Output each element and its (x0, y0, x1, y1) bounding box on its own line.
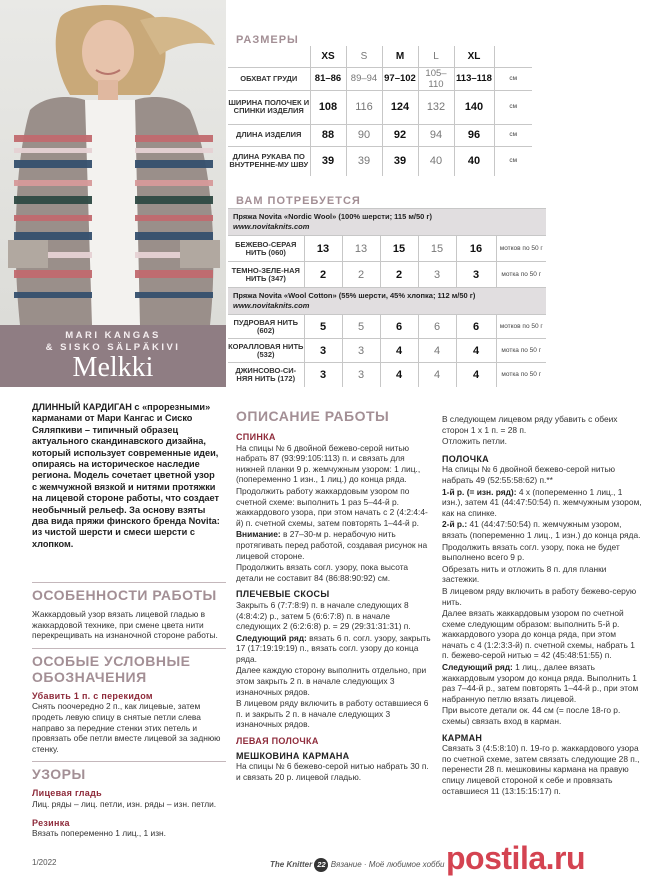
row-label: ТЕМНО-ЗЕЛЕ-НАЯ НИТЬ (347) (228, 262, 304, 288)
pattern-name: Лицевая гладь (32, 788, 102, 799)
row-label: БЕЖЕВО-СЕРАЯ НИТЬ (060) (228, 236, 304, 262)
yarn-url[interactable]: www.novitaknits.com (233, 222, 310, 231)
sizes-title: РАЗМЕРЫ (236, 34, 299, 46)
unit: мотка по 50 г (496, 339, 546, 363)
cell: 5 (304, 315, 342, 339)
cell: 4 (418, 339, 456, 363)
symbols-title: ОСОБЫЕ УСЛОВНЫЕ ОБОЗНАЧЕНИЯ (32, 652, 191, 685)
cell: 4 (380, 363, 418, 387)
cover-photo (0, 0, 226, 325)
table-row (228, 124, 532, 146)
sizes-header-row (228, 46, 532, 67)
table-row (228, 90, 532, 124)
cell: 5 (342, 315, 380, 339)
table-row (228, 262, 546, 288)
materials-table (228, 208, 546, 387)
row-label: ПУДРОВАЯ НИТЬ (602) (228, 315, 304, 339)
cell: 113–118 (454, 67, 494, 90)
yarn-header (228, 209, 546, 236)
cell: 6 (418, 315, 456, 339)
divider (32, 648, 226, 649)
row-label: ШИРИНА ПОЛОЧЕК И СПИНКИ ИЗДЕЛИЯ (228, 90, 310, 124)
right-column (442, 414, 642, 797)
paragraph: Продолжить работу жаккардовым узором по счетной схеме: выполнить 1 раз 5–44-й р. жаккардового узора, при этом начать с 2 (4:2:4:4-й) п. счетной схемы, затем повторять 1–44-й р. (236, 485, 428, 528)
lead-text: 1-й р. (= изн. ряд): (442, 486, 517, 497)
pattern-name: Резинка (32, 817, 70, 828)
cell: 3 (304, 339, 342, 363)
cell: 124 (382, 90, 418, 124)
cell: 116 (346, 90, 382, 124)
cell: 3 (304, 363, 342, 387)
cell: 140 (454, 90, 494, 124)
row-label: ОБХВАТ ГРУДИ (228, 67, 310, 90)
cell: 97–102 (382, 67, 418, 90)
model-name: Melkki (72, 352, 154, 383)
strip-heading: ПОЛОЧКА (442, 453, 489, 464)
paragraph (236, 529, 434, 561)
paragraph-text: 41 (44:47:50:54) п. жемчужным узором, вязать (попеременно 1 лиц., 1 изн.) до конца ряда. (442, 519, 641, 540)
yarn-name: Пряжа Novita «Nordic Wool» (100% шерсти; 115 м/50 г) (233, 212, 433, 221)
intro-paragraph: ДЛИННЫЙ КАРДИГАН с «прорезными» карманами от Мари Кангас и Сиско Сяляпкиви – типичный образец актуального скандинавского дизайна, который использует современные идеи, опираясь на историческое наследие региона. Модель сочетает цветной узор с жемчужной вязкой и нитями протяжки на лицевой стороне работы, что создает необычный рельеф. За основу взяты два вида пряжи финского бренда Novita: из чистой шерсти и смеси шерсти с хлопком. (32, 402, 220, 549)
cell: 132 (418, 90, 454, 124)
magazine-tagline: Вязание · Моё любимое хобби (330, 860, 445, 870)
row-label: ДЖИНСОВО-СИ-НЯЯ НИТЬ (172) (228, 363, 304, 387)
unit: см (494, 67, 532, 90)
row-label: КОРАЛЛОВАЯ НИТЬ (532) (228, 339, 304, 363)
unit: мотка по 50 г (496, 363, 546, 387)
yarn-header (228, 288, 546, 315)
cell: 4 (456, 339, 496, 363)
cell: 15 (418, 236, 456, 262)
lead-text: Следующий ряд: (236, 632, 307, 643)
cell: 88 (310, 124, 346, 146)
divider (32, 761, 226, 762)
pattern-text: Лиц. ряды – лиц. петли, изн. ряды – изн. петли. (32, 798, 217, 809)
divider (32, 582, 226, 583)
table-row (228, 363, 546, 387)
lead-text: 2-й р.: (442, 519, 468, 530)
paragraph: При высоте детали ок. 44 см (= после 18-го р. схемы) связать вход в карман. (442, 705, 621, 727)
designers-credit (0, 330, 226, 354)
row-label: ДЛИНА РУКАВА ПО ВНУТРЕННЕ-МУ ШВУ (228, 146, 310, 176)
size-header: L (418, 46, 454, 67)
cell: 39 (382, 146, 418, 176)
cell: 13 (342, 236, 380, 262)
table-row (228, 67, 532, 90)
materials-title: ВАМ ПОТРЕБУЕТСЯ (236, 195, 361, 207)
lead-text: Внимание: (236, 529, 281, 540)
cell: 6 (380, 315, 418, 339)
issue-number: 1/2022 (32, 858, 57, 867)
sizes-table (228, 46, 532, 176)
paragraph: Обрезать нить и отложить 8 п. для планки застежки. (442, 563, 607, 585)
paragraph: Продолжить вязать согл. узору, пока не будет выполнено всего 9 р. (442, 541, 620, 563)
paragraph: Отложить петли. (442, 436, 507, 447)
cell: 40 (454, 146, 494, 176)
table-row (228, 339, 546, 363)
paragraph (442, 662, 642, 704)
cell: 4 (380, 339, 418, 363)
size-header: XS (310, 46, 346, 67)
work-title: ОПИСАНИЕ РАБОТЫ (236, 408, 390, 424)
yarn-name: Пряжа Novita «Wool Cotton» (55% шерсти, 45% хлопка; 112 м/50 г) (233, 291, 476, 300)
cell: 13 (304, 236, 342, 262)
cell: 3 (342, 363, 380, 387)
paragraph: На спицы № 6 бежево-серой нитью набрать 30 п. и связать 20 р. лицевой гладью. (236, 761, 429, 782)
patterns-title: УЗОРЫ (32, 766, 86, 783)
paragraph: Закрыть 6 (7:7:8:9) п. в начале следующих 8 (4:8:4:2) р., затем 5 (6:6:7:8) п. в начале следующих 2 (6:2:6:8) р. = 29 (29:31:31:31) п. (236, 599, 411, 632)
size-header: S (346, 46, 382, 67)
cell: 4 (418, 363, 456, 387)
cell: 3 (456, 262, 496, 288)
cell: 94 (418, 124, 454, 146)
unit: см (494, 124, 532, 146)
unit: см (494, 146, 532, 176)
paragraph: Связать 3 (4:5:8:10) п. 19-го р. жаккардового узора по счетной схеме, затем связать следующие 28 п., перенести 28 п. мешковины кармана на правую спицу лицевой стороной к себе и провязать оставшиеся 11 (13:15:15:17) п. (442, 743, 640, 796)
paragraph-text: в 27–30-м р. нерабочую нить протягивать перед работой, создавая рисунок на лицевой стороне. (236, 529, 428, 561)
cell: 2 (304, 262, 342, 288)
cell: 39 (310, 146, 346, 176)
magazine-name: The Knitter (270, 860, 313, 870)
cell: 89–94 (346, 67, 382, 90)
shoulder-heading: ПЛЕЧЕВЫЕ СКОСЫ (236, 589, 330, 600)
left-column (32, 582, 226, 840)
model-photo-illustration (0, 0, 226, 325)
unit: мотков по 50 г (496, 236, 546, 262)
paragraph: Продолжить вязать согл. узору, пока высота детали не составит 84 (86:88:90:92) см. (236, 562, 409, 583)
cell: 4 (456, 363, 496, 387)
page-number: 22 (314, 858, 328, 872)
paragraph: Далее вязать жаккардовым узором по счетной схеме следующим образом: выполнить 5-й р. жаккардового узора до конца ряда, при этом начать с 4 (1:2:3:3-й) п. счетной схемы, набрать 1 п. бежево-серой нитью = 42 (45:48:51:55) п. (442, 608, 635, 661)
back-heading: СПИНКА (236, 432, 276, 442)
cell: 3 (342, 339, 380, 363)
pattern-text: Вязать попеременно 1 лиц., 1 изн. (32, 828, 166, 839)
paragraph-text: 1 лиц., далее вязать жаккардовым узором до конца ряда. Выполнить 1 раз 7–44-й р., затем повторять 1–44-й р., при этом набранную петлю вязать лицевой. (442, 662, 639, 704)
cell: 2 (342, 262, 380, 288)
cell: 96 (454, 124, 494, 146)
cell: 39 (346, 146, 382, 176)
pocket-heading: КАРМАН (442, 732, 483, 743)
size-header: M (382, 46, 418, 67)
table-row (228, 146, 532, 176)
unit: см (494, 90, 532, 124)
paragraph: На спицы № 6 двойной бежево-серой нитью набрать 87 (93:99:105:113) п. и связать для нижней планки 9 р. жемчужным узором: 1 лиц., (попеременно 1 изн., 1 лиц.) до конца ряда. (236, 442, 421, 485)
cell: 6 (456, 315, 496, 339)
features-text: Жаккардовый узор вязать лицевой гладью в жаккардовой технике, при смене цвета нити перекрещивать на изнаночной стороне работы. (32, 609, 218, 641)
cell: 105–110 (418, 67, 454, 90)
cell: 40 (418, 146, 454, 176)
cell: 90 (346, 124, 382, 146)
left-front-heading: ЛЕВАЯ ПОЛОЧКА (236, 736, 319, 747)
table-row (228, 236, 546, 262)
cell: 3 (418, 262, 456, 288)
cell: 108 (310, 90, 346, 124)
yarn-url[interactable]: www.novitaknits.com (233, 301, 310, 310)
page-footer (270, 858, 444, 872)
size-header: XL (454, 46, 494, 67)
paragraph (442, 519, 642, 540)
designer-line-2: & SISKO SÄLPÄKIVI (45, 342, 181, 353)
paragraph: В лицевом ряду включить в работу бежево-серую нить. (442, 585, 637, 607)
paragraph-text: вязать 6 п. согл. узору, закрыть 17 (17:19:19:19) п., вязать согл. узору до конца ряда. (236, 632, 431, 664)
symbols-subtitle: Убавить 1 п. с перекидом (32, 690, 153, 701)
paragraph: Далее каждую сторону выполнить отдельно, при этом закрыть 2 п. в начале следующих 3 изнаночных рядов. (236, 665, 427, 697)
paragraph (442, 487, 642, 519)
features-title: ОСОБЕННОСТИ РАБОТЫ (32, 587, 217, 603)
cell: 15 (380, 236, 418, 262)
paragraph: В следующем лицевом ряду убавить с обеих сторон 1 х 1 п. = 28 п. (442, 414, 618, 435)
watermark: postila.ru (446, 832, 660, 885)
paragraph: На спицы № 6 двойной бежево-серой нитью набрать 49 (52:55:58:62) п.** (442, 464, 616, 485)
unit: мотков по 50 г (496, 315, 546, 339)
cell: 16 (456, 236, 496, 262)
middle-column (236, 408, 434, 783)
cell: 92 (382, 124, 418, 146)
pocket-lining-heading: МЕШКОВИНА КАРМАНА (236, 750, 350, 761)
cell: 81–86 (310, 67, 346, 90)
paragraph (236, 633, 434, 665)
unit: мотка по 50 г (496, 262, 546, 288)
paragraph: В лицевом ряду включить в работу оставшиеся 6 п. и закрыть 2 п. в начале следующих 3 изнаночных рядов. (236, 698, 429, 730)
table-row (228, 315, 546, 339)
row-label: ДЛИНА ИЗДЕЛИЯ (228, 124, 310, 146)
cell: 2 (380, 262, 418, 288)
designer-line-1: MARI KANGAS (65, 330, 161, 341)
paragraph-text: 4 х (попеременно 1 лиц., 1 изн.), затем 41 (44:47:50:54) п. жемчужным узором, как на спинке. (442, 486, 642, 518)
lead-text: Следующий ряд: (442, 662, 513, 673)
symbols-text: Снять поочередно 2 п., как лицевые, затем продеть левую спицу в снятые петли слева направо за передние стенки этих петель и провязать обе петли вместе лицевой за заднюю стенку. (32, 701, 221, 754)
